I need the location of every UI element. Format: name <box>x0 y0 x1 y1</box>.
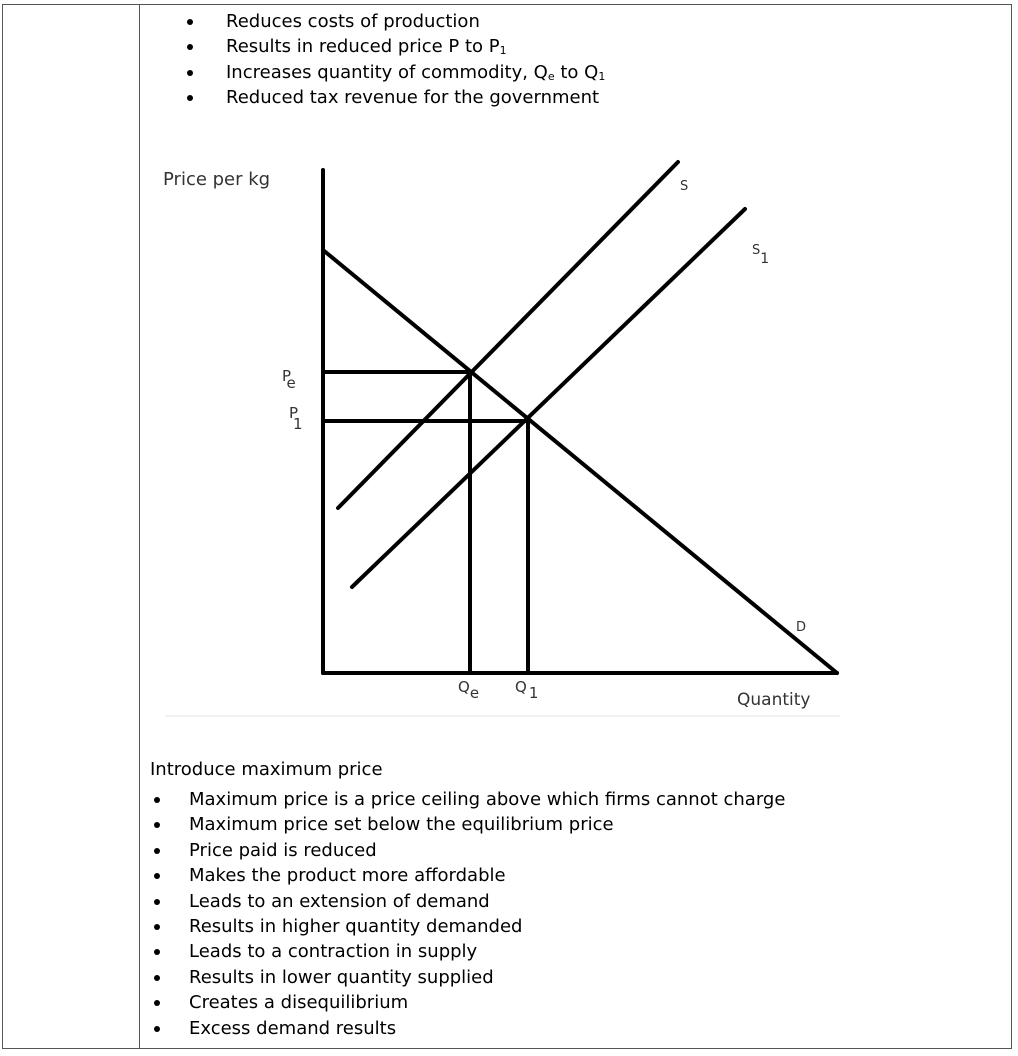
qe-label: Qe <box>458 678 480 702</box>
list-item: Excess demand results <box>189 1016 785 1041</box>
supply-label: S <box>680 179 689 194</box>
demand-label: D <box>796 620 807 635</box>
pe-label: Pe <box>282 367 296 392</box>
section-heading: Introduce maximum price <box>150 759 383 780</box>
y-axis-label: Price per kg <box>163 169 271 190</box>
list-item: Leads to a contraction in supply <box>189 939 785 964</box>
item-text: Reduced tax revenue for the government <box>226 87 600 109</box>
item-text: to Q <box>554 61 599 83</box>
item-text: Increases quantity of commodity, Q <box>226 61 548 83</box>
p1-label: P 1 <box>289 404 303 433</box>
maximum-price-list <box>189 787 785 1041</box>
subscript: e <box>547 69 555 83</box>
item-text: Reduces costs of production <box>226 11 480 32</box>
list-item: Maximum price is a price ceiling above which firms cannot charge <box>189 787 785 812</box>
x-axis-label: Quantity <box>737 690 811 710</box>
supply-new-label: S1 <box>752 243 770 267</box>
demand-curve <box>323 250 837 673</box>
supply-curve-new <box>352 209 745 587</box>
q1-label: Q 1 <box>515 678 539 702</box>
supply-curve <box>338 162 678 508</box>
list-item: Price paid is reduced <box>189 838 785 863</box>
item-text: Results in reduced price P to P <box>226 36 500 58</box>
subscript: 1 <box>499 44 507 58</box>
list-item: Maximum price set below the equilibrium price <box>189 812 785 837</box>
list-item: Results in lower quantity supplied <box>189 965 785 990</box>
list-item: Creates a disequilibrium <box>189 990 785 1015</box>
list-item: Makes the product more affordable <box>189 863 785 888</box>
list-item: Results in higher quantity demanded <box>189 914 785 939</box>
subscript: 1 <box>598 69 606 83</box>
list-item: Leads to an extension of demand <box>189 889 785 914</box>
